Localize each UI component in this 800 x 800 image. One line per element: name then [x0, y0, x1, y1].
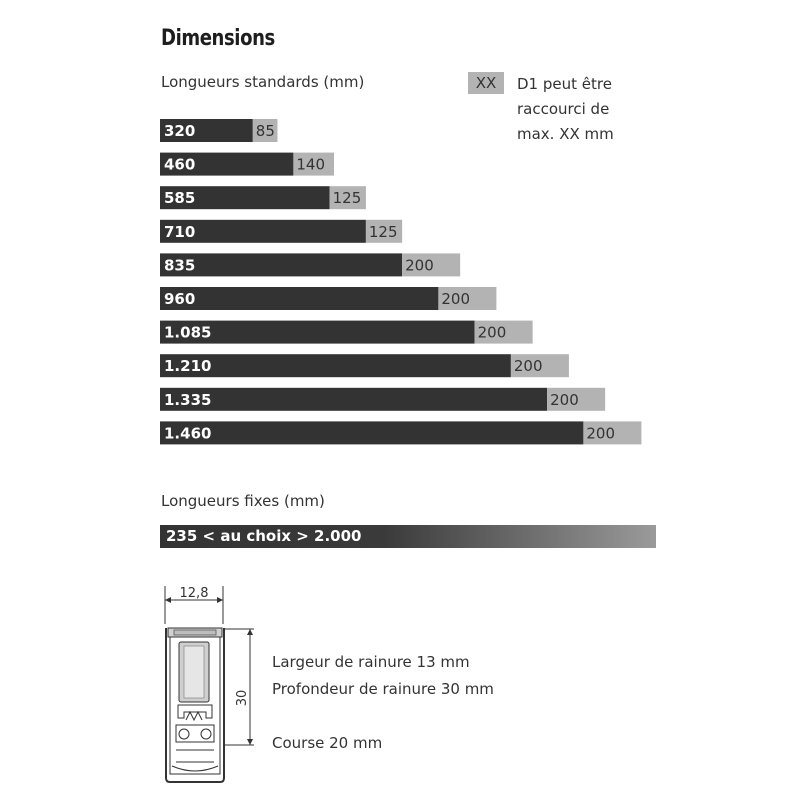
- legend-line-3: max. XX mm: [517, 125, 614, 143]
- stroke-spec: Course 20 mm: [272, 734, 383, 752]
- bar-length-1.460: [160, 421, 583, 444]
- legend-line-2: raccourci de: [517, 100, 610, 118]
- height-dimension: [224, 629, 254, 745]
- bar-label-shortening: 85: [255, 122, 275, 140]
- bar-length-835: [160, 253, 402, 276]
- bar-label-length: 585: [164, 189, 196, 208]
- bar-length-960: [160, 287, 438, 310]
- groove-depth-spec: Profondeur de rainure 30 mm: [272, 680, 494, 698]
- bar-label-length: 320: [164, 122, 196, 140]
- bar-label-length: 1.085: [164, 323, 212, 342]
- bar-length-1.210: [160, 354, 511, 377]
- fixed-lengths-label: Longueurs fixes (mm): [161, 492, 325, 510]
- height-dimension-text: 30: [235, 689, 250, 707]
- bar-label-length: 460: [164, 155, 196, 174]
- fixed-length-bar-label: 235 < au choix > 2.000: [166, 527, 362, 545]
- bar-length-1.335: [160, 388, 547, 411]
- width-dimension-text: 12,8: [179, 586, 209, 601]
- bar-label-length: 1.335: [164, 390, 212, 409]
- bar-label-shortening: 200: [586, 424, 616, 443]
- bar-label-shortening: 200: [513, 357, 543, 376]
- bar-label-length: 710: [164, 222, 196, 241]
- legend-swatch: XX: [468, 72, 504, 94]
- standard-lengths-label: Longueurs standards (mm): [161, 73, 365, 91]
- profile-body: [166, 628, 224, 782]
- groove-width-spec: Largeur de rainure 13 mm: [272, 653, 470, 671]
- bar-label-shortening: 200: [550, 390, 579, 409]
- bar-label-length: 960: [164, 290, 196, 308]
- page-title: Dimensions: [161, 26, 275, 51]
- bar-label-shortening: 125: [332, 189, 362, 208]
- width-dimension: [165, 586, 223, 624]
- bar-label-shortening: 200: [405, 256, 434, 275]
- profile-cross-section-drawing: [150, 580, 260, 785]
- bar-label-shortening: 140: [296, 155, 326, 174]
- bar-label-shortening: 200: [441, 290, 471, 308]
- bar-label-length: 835: [164, 256, 196, 275]
- bar-label-length: 1.210: [164, 357, 212, 376]
- legend-line-1: D1 peut être: [517, 75, 612, 93]
- bar-label-shortening: 200: [477, 323, 507, 342]
- bar-label-length: 1.460: [164, 424, 212, 443]
- bar-label-shortening: 125: [368, 222, 398, 241]
